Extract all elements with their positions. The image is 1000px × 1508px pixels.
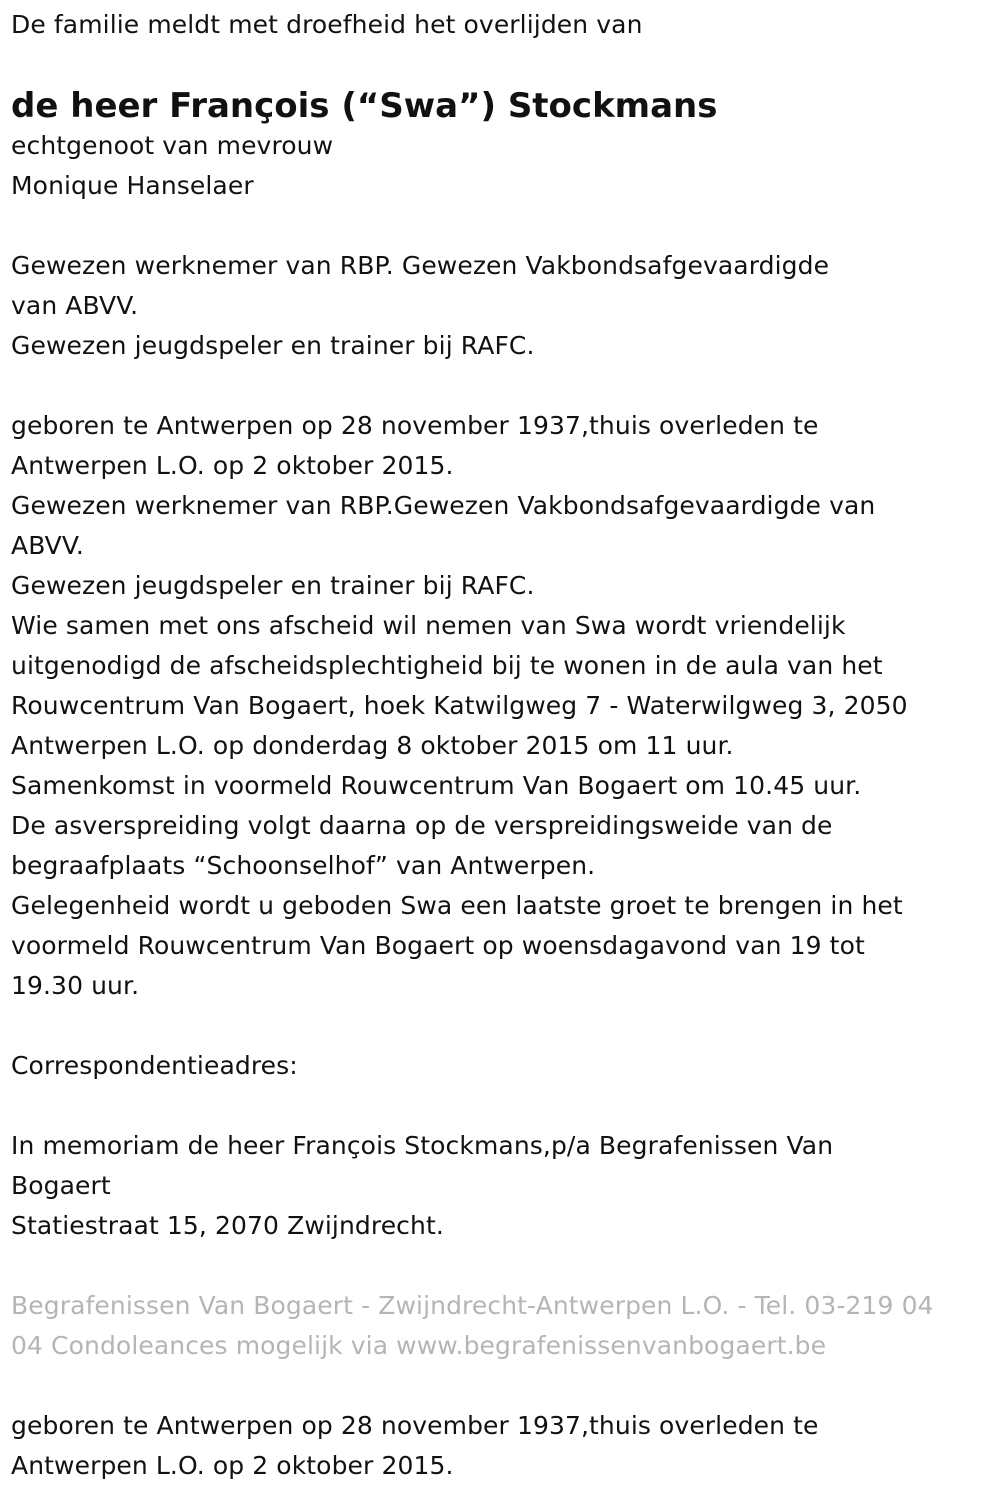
spacer — [11, 1086, 991, 1126]
correspondence-label: Correspondentieadres: — [11, 1051, 298, 1080]
details-line: Antwerpen L.O. op 2 oktober 2015. — [11, 451, 454, 480]
career-line: van ABVV. — [11, 291, 139, 320]
details-line: uitgenodigd de afscheidsplechtigheid bij te wonen in de aula van het — [11, 651, 883, 680]
funeral-home-footer: 04 Condoleances mogelijk via www.begrafenissenvanbogaert.be — [11, 1331, 827, 1360]
details-line: Gewezen jeugdspeler en trainer bij RAFC. — [11, 571, 535, 600]
funeral-home-footer: Begrafenissen Van Bogaert - Zwijndrecht-Antwerpen L.O. - Tel. 03-219 04 — [11, 1291, 934, 1320]
details-line: Samenkomst in voormeld Rouwcentrum Van Bogaert om 10.45 uur. — [11, 771, 862, 800]
details-line: De asverspreiding volgt daarna op de verspreidingsweide van de — [11, 811, 833, 840]
career-line: Gewezen jeugdspeler en trainer bij RAFC. — [11, 331, 535, 360]
career-line: Gewezen werknemer van RBP. Gewezen Vakbondsafgevaardigde — [11, 251, 830, 280]
details-line: Gewezen werknemer van RBP.Gewezen Vakbondsafgevaardigde van — [11, 491, 876, 520]
details-line: ABVV. — [11, 531, 84, 560]
spacer — [11, 1006, 991, 1046]
details-line: voormeld Rouwcentrum Van Bogaert op woensdagavond van 19 tot — [11, 931, 865, 960]
correspondence-address: Bogaert — [11, 1171, 111, 1200]
details-line: Antwerpen L.O. op donderdag 8 oktober 2015 om 11 uur. — [11, 731, 734, 760]
spacer — [11, 1366, 991, 1406]
spouse-line: echtgenoot van mevrouw — [11, 131, 334, 160]
details-line: Gelegenheid wordt u geboden Swa een laatste groet te brengen in het — [11, 891, 903, 920]
spouse-name: Monique Hanselaer — [11, 171, 254, 200]
intro-text: De familie meldt met droefheid het overlijden van — [11, 10, 643, 39]
spacer — [11, 1246, 991, 1286]
repeat-line: geboren te Antwerpen op 28 november 1937,thuis overleden te — [11, 1411, 819, 1440]
details-line: 19.30 uur. — [11, 971, 140, 1000]
details-line: Wie samen met ons afscheid wil nemen van Swa wordt vriendelijk — [11, 611, 846, 640]
deceased-name: de heer François (“Swa”) Stockmans — [11, 86, 718, 126]
details-line: begraafplaats “Schoonselhof” van Antwerpen. — [11, 851, 596, 880]
obituary-notice — [11, 5, 991, 1486]
details-line: Rouwcentrum Van Bogaert, hoek Katwilgweg 7 - Waterwilgweg 3, 2050 — [11, 691, 908, 720]
spacer — [11, 366, 991, 406]
repeat-line: Antwerpen L.O. op 2 oktober 2015. — [11, 1451, 454, 1480]
correspondence-address: Statiestraat 15, 2070 Zwijndrecht. — [11, 1211, 444, 1240]
correspondence-address: In memoriam de heer François Stockmans,p/a Begrafenissen Van — [11, 1131, 834, 1160]
spacer — [11, 206, 991, 246]
details-line: geboren te Antwerpen op 28 november 1937,thuis overleden te — [11, 411, 819, 440]
